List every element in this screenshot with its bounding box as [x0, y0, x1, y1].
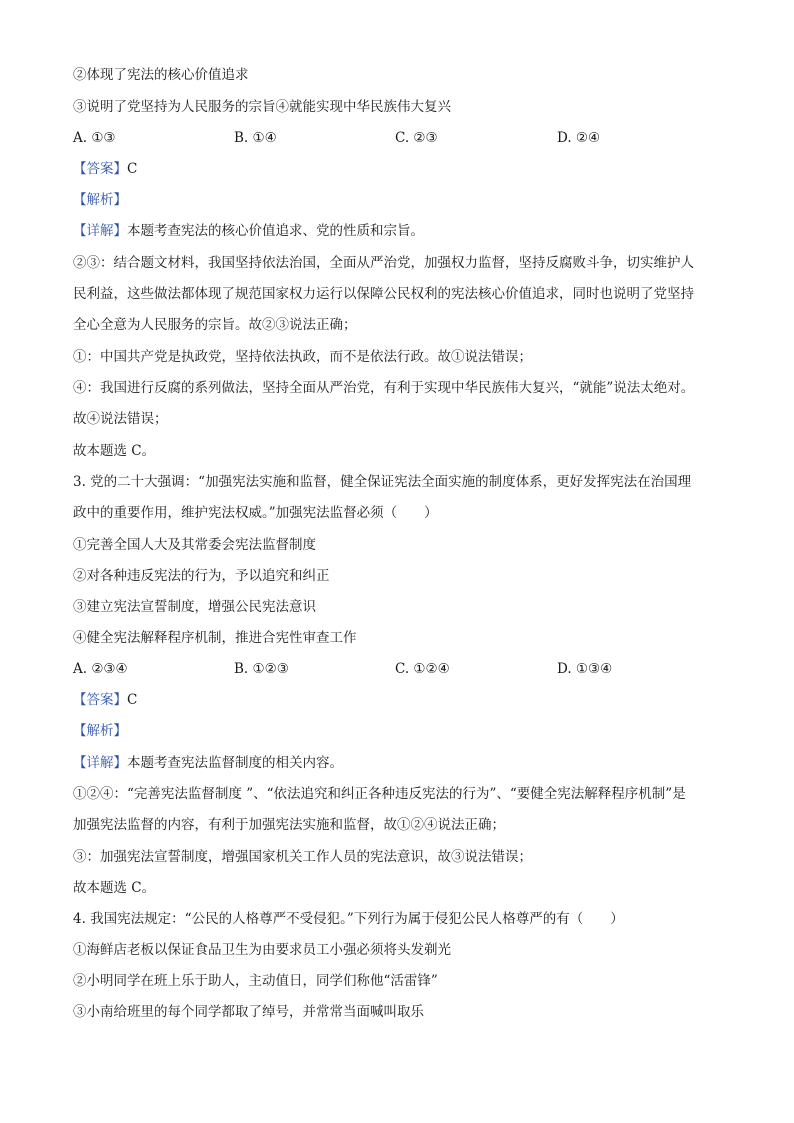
- q2-detail: [73, 221, 724, 241]
- statement-2: ②体现了宪法的核心价值追求: [73, 67, 249, 83]
- q3-detail: [73, 753, 724, 773]
- q3-stem-line-2: 政中的重要作用，维护宪法权威。”加强宪法监督必须（ ）: [73, 505, 438, 521]
- answer-value: C: [127, 161, 138, 177]
- q3-explanation-2: ③：加强宪法宣誓制度，增强国家机关工作人员的宪法意识，故③说法错误；: [73, 849, 532, 865]
- q2-analysis-tag: 【解析】: [73, 192, 127, 208]
- q3-explanation-1-line-2: 加强宪法监督的内容，有利于加强宪法实施和监督，故①②④说法正确；: [73, 817, 505, 833]
- q3-statement-4: ④健全宪法解释程序机制，推进合宪性审查工作: [73, 630, 357, 646]
- q2-explanation-1-line-3: 全心全意为人民服务的宗旨。故②③说法正确；: [73, 317, 357, 333]
- q3-statement-2: ②对各种违反宪法的行为，予以追究和纠正: [73, 568, 330, 584]
- q2-explanation-1-line-2: 民利益，这些做法都体现了规范国家权力运行以保障公民权利的宪法核心价值追求，同时也说明了党坚持: [73, 286, 694, 302]
- q2-explanation-3-line-2: 故④说法错误；: [73, 411, 168, 427]
- q3-conclusion: 故本题选 C。: [73, 880, 156, 896]
- option-b: B. ①②③: [234, 661, 289, 677]
- q3-statement-3: ③建立宪法宣誓制度，增强公民宪法意识: [73, 599, 316, 615]
- q4-statement-1: ①海鲜店老板以保证食品卫生为由要求员工小强必须将头发剃光: [73, 942, 451, 958]
- option-c: C. ②③: [395, 130, 438, 146]
- option-a: A. ①③: [73, 130, 116, 146]
- q3-explanation-1-line-1: ①②④：“完善宪法监督制度 ”、“依法追究和纠正各种违反宪法的行为”、“要健全宪法解释程序机制”是: [73, 786, 686, 802]
- answer-value: C: [127, 692, 138, 708]
- q3-statement-1: ①完善全国人大及其常委会宪法监督制度: [73, 537, 316, 553]
- option-d: D. ①③④: [557, 661, 613, 677]
- q2-explanation-2: ①：中国共产党是执政党，坚持依法执政，而不是依法行政。故①说法错误；: [73, 349, 532, 365]
- q4-statement-3: ③小南给班里的每个同学都取了绰号，并常常当面喊叫取乐: [73, 1004, 424, 1020]
- q2-explanation-1-line-1: ②③：结合题文材料，我国坚持依法治国，全面从严治党，加强权力监督，坚持反腐败斗争，切实维护人: [73, 255, 694, 271]
- q3-answer: [73, 690, 724, 710]
- option-a: A. ②③④: [73, 661, 128, 677]
- answer-tag: 【答案】: [73, 161, 127, 177]
- q3-options: [73, 659, 733, 679]
- answer-tag: 【答案】: [73, 692, 127, 708]
- statement-3-4: ③说明了党坚持为人民服务的宗旨④就能实现中华民族伟大复兴: [73, 99, 451, 115]
- q4-stem: 4. 我国宪法规定：“公民的人格尊严不受侵犯。”下列行为属于侵犯公民人格尊严的有（ ）: [73, 911, 624, 927]
- option-b: B. ①④: [234, 130, 277, 146]
- option-c: C. ①②④: [395, 661, 450, 677]
- q2-explanation-3-line-1: ④：我国进行反腐的系列做法，坚持全面从严治党，有利于实现中华民族伟大复兴，“就能”说法太绝对。: [73, 380, 695, 396]
- detail-tag: 【详解】: [73, 223, 127, 239]
- detail-tag: 【详解】: [73, 755, 127, 771]
- q2-conclusion: 故本题选 C。: [73, 443, 156, 459]
- q2-answer: [73, 159, 724, 179]
- q2-options: [73, 128, 733, 148]
- q3-analysis-tag: 【解析】: [73, 723, 127, 739]
- q4-statement-2: ②小明同学在班上乐于助人，主动值日，同学们称他“活雷锋”: [73, 973, 438, 989]
- detail-text: 本题考查宪法的核心价值追求、党的性质和宗旨。: [127, 223, 424, 239]
- option-d: D. ②④: [557, 130, 601, 146]
- detail-text: 本题考查宪法监督制度的相关内容。: [127, 755, 343, 771]
- q3-stem-line-1: 3. 党的二十大强调：“加强宪法实施和监督，健全保证宪法全面实施的制度体系，更好发挥宪法在治国理: [73, 474, 692, 490]
